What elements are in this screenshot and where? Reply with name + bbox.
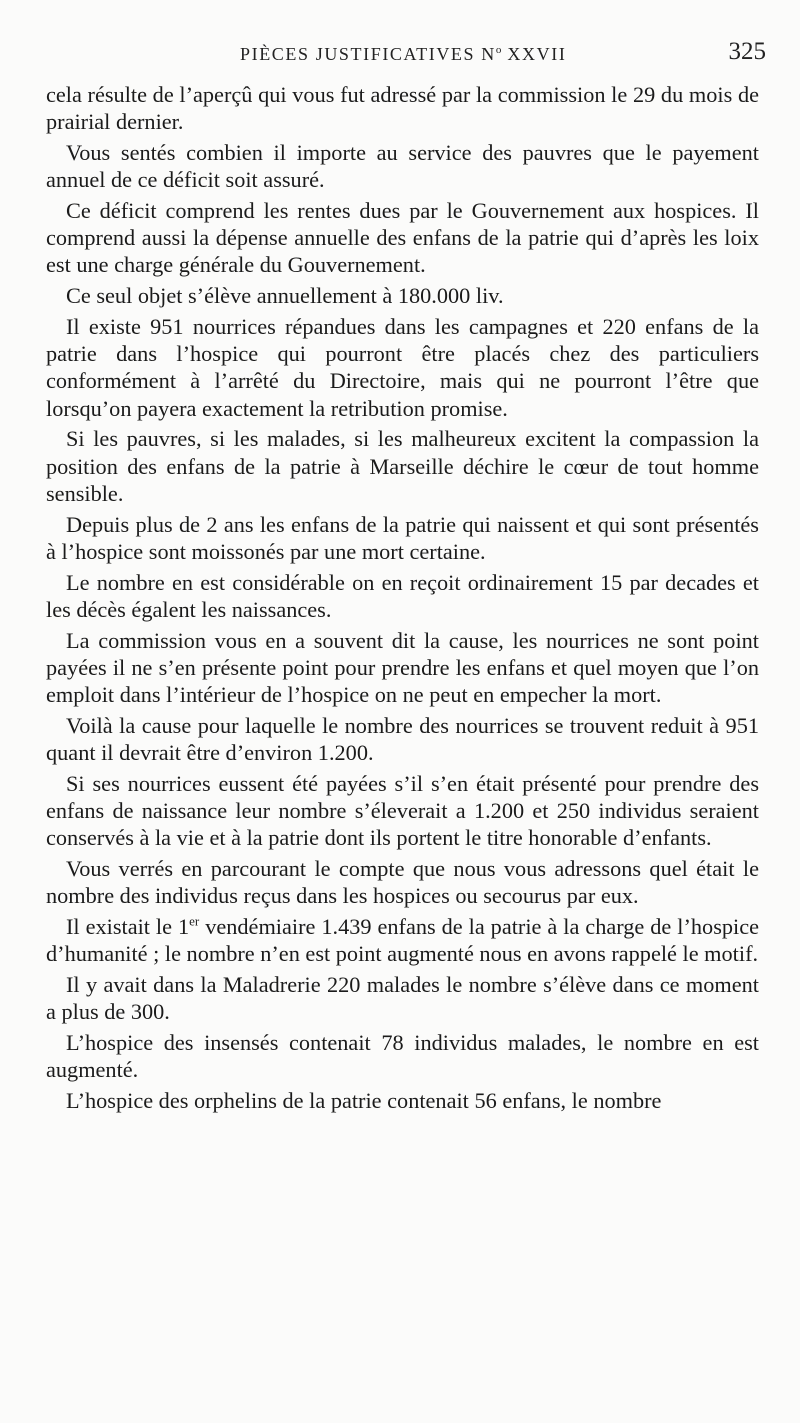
paragraph-text: vendémiaire 1.439 enfans de la patrie à la charge de l’hospice d’humanité ; le nombre n’en est point augmenté nous en avons rappelé le motif. bbox=[46, 914, 760, 967]
running-title bbox=[240, 44, 566, 65]
paragraph: L’hospice des orphelins de la patrie contenait 56 enfans, le nombre bbox=[66, 1088, 662, 1114]
running-title-text: PIÈCES JUSTIFICATIVES N bbox=[240, 44, 496, 64]
paragraph: Depuis plus de 2 ans les enfans de la patrie qui naissent et qui sont présentés à l’hospice sont moissonés par une mort certaine. bbox=[46, 511, 759, 564]
paragraph bbox=[46, 913, 759, 967]
paragraph: Il y avait dans la Maladrerie 220 malades le nombre s’élève dans ce moment a plus de 300. bbox=[46, 972, 759, 1025]
running-title-superscript: o bbox=[495, 44, 502, 56]
paragraph: Si les pauvres, si les malades, si les malheureux excitent la compassion la position des enfans de la patrie à Marseille déchire le cœur de tout homme sensible. bbox=[46, 426, 759, 506]
paragraph-text: Il existait le 1 bbox=[66, 914, 190, 940]
paragraph: Si ses nourrices eussent été payées s’il s’en était présenté pour prendre des enfans de naissance leur nombre s’éleverait a 1.200 et 250 individus seraient conservés à la vie et à la patrie dont ils portent le titre honorable d’enfants. bbox=[46, 770, 759, 851]
paragraph: L’hospice des insensés contenait 78 individus malades, le nombre en est augmenté. bbox=[46, 1030, 759, 1083]
ordinal-superscript: er bbox=[189, 913, 200, 929]
page-number: 325 bbox=[728, 38, 766, 65]
paragraph: Ce seul objet s’élève annuellement à 180.000 liv. bbox=[66, 283, 504, 309]
paragraph: Le nombre en est considérable on en reçoit ordinairement 15 par decades et les décès égalent les naissances. bbox=[46, 569, 759, 622]
paragraph: Il existe 951 nourrices répandues dans les campagnes et 220 enfans de la patrie dans l’hospice qui pourront être placés chez des particuliers conformément à l’arrêté du Directoire, mais qui ne pourront l’être que lorsqu’on payera exactement la retribution promise. bbox=[46, 314, 759, 421]
paragraph: Voilà la cause pour laquelle le nombre des nourrices se trouvent reduit à 951 quant il devrait être d’environ 1.200. bbox=[46, 712, 759, 766]
paragraph: Vous sentés combien il importe au service des pauvres que le payement annuel de ce déficit soit assuré. bbox=[46, 140, 759, 193]
paragraph: Ce déficit comprend les rentes dues par le Gouvernement aux hospices. Il comprend aussi la dépense annuelle des enfans de la patrie qui d’après les loix est une charge générale du Gouvernement. bbox=[46, 198, 759, 278]
paragraph: La commission vous en a souvent dit la cause, les nourrices ne sont point payées il ne s’en présente point pour prendre les enfans et quel moyen que l’on emploit dans l’intérieur de l’hospice on ne peut en empecher la mort. bbox=[46, 627, 759, 708]
running-title-number: XXVII bbox=[501, 44, 567, 64]
paragraph: cela résulte de l’aperçû qui vous fut adressé par la commission le 29 du mois de prairial dernier. bbox=[46, 82, 759, 135]
body-text bbox=[46, 81, 759, 1118]
page-header bbox=[0, 34, 800, 74]
paragraph: Vous verrés en parcourant le compte que nous vous adressons quel était le nombre des individus reçus dans les hospices ou secourus par eux. bbox=[46, 856, 759, 909]
